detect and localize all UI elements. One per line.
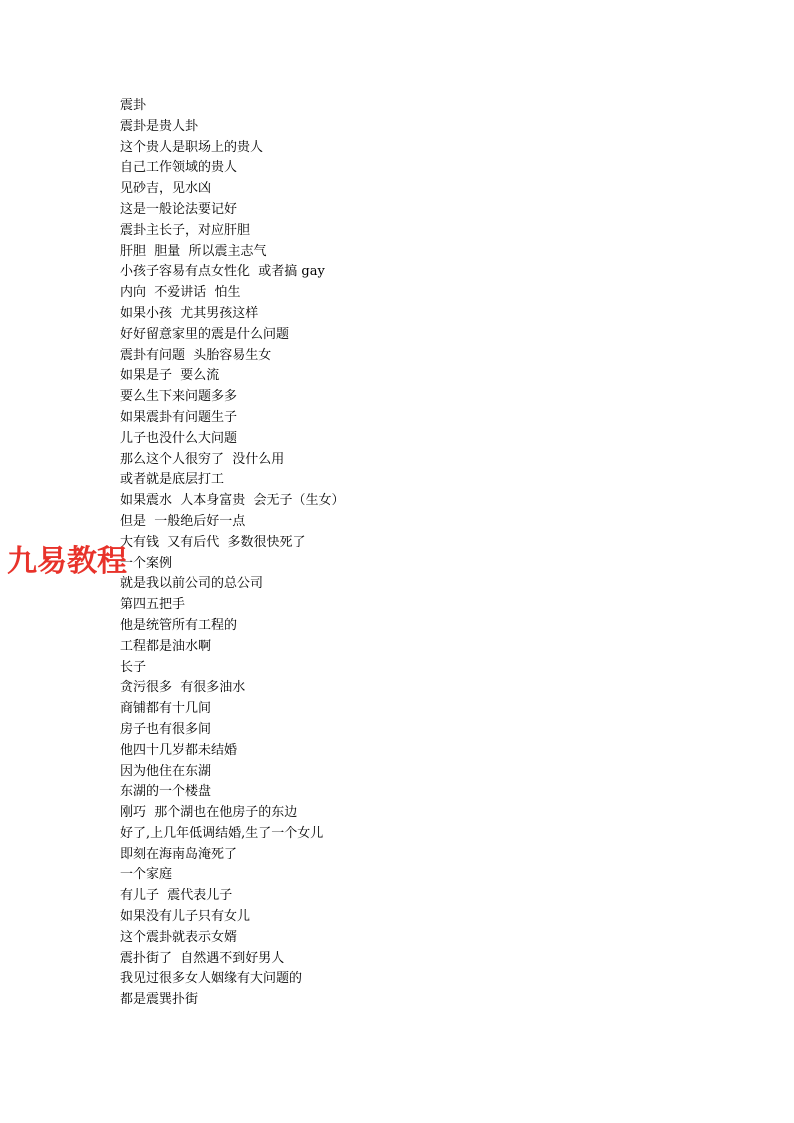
text-line: 儿子也没什么大问题 [120,430,238,446]
text-line: 但是 一般绝后好一点 [120,513,246,529]
text-line: 第四五把手 [120,597,186,613]
text-line: 即刻在海南岛淹死了 [120,846,238,862]
text-line: 就是我以前公司的总公司 [120,576,264,592]
text-line: 贪污很多 有很多油水 [120,680,246,696]
text-line: 他是统管所有工程的 [120,617,238,633]
text-line: 我见过很多女人姻缘有大问题的 [120,971,303,987]
text-line: 东湖的一个楼盘 [120,784,212,800]
text-line: 这个震卦就表示女婿 [120,929,238,945]
text-line: 刚巧 那个湖也在他房子的东边 [120,805,298,821]
text-line: 小孩子容易有点女性化 或者搞 gay [120,264,325,280]
text-line: 这是一般论法要记好 [120,201,238,217]
text-line: 或者就是底层打工 [120,472,225,488]
text-line: 有儿子 震代表儿子 [120,888,233,904]
text-line: 如果是子 要么流 [120,368,220,384]
text-line: 一个家庭 [120,867,173,883]
text-line: 他四十几岁都未结婚 [120,742,238,758]
text-line: 那么这个人很穷了 没什么用 [120,451,285,467]
text-line: 这个贵人是职场上的贵人 [120,139,264,155]
text-line: 震卦有问题 头胎容易生女 [120,347,272,363]
text-line: 长子 [120,659,147,675]
text-line: 内向 不爱讲话 怕生 [120,285,241,301]
text-line: 震扑街了 自然遇不到好男人 [120,950,285,966]
text-line: 如果震卦有问题生子 [120,409,238,425]
text-line: 见砂吉，见水凶 [120,181,212,197]
text-line: 肝胆 胆量 所以震主志气 [120,243,267,259]
text-line: 好好留意家里的震是什么问题 [120,326,290,342]
text-line: 要么生下来问题多多 [120,389,238,405]
text-line: 大有钱 又有后代 多数很快死了 [120,534,306,550]
watermark-logo: 九易教程 [7,544,127,579]
text-line: 如果没有儿子只有女儿 [120,909,251,925]
text-line: 如果震水 人本身富贵 会无子（生女） [120,493,345,509]
text-line: 好了,上几年低调结婚,生了一个女儿 [120,825,324,841]
text-line: 因为他住在东湖 [120,763,212,779]
text-line: 房子也有很多间 [120,721,212,737]
text-body [120,96,760,1011]
text-line: 工程都是油水啊 [120,638,212,654]
text-line: 震卦主长子，对应肝胆 [120,222,251,238]
text-line: 如果小孩 尤其男孩这样 [120,305,259,321]
text-line: 商铺都有十几间 [120,701,212,717]
text-line: 一个案例 [120,555,173,571]
text-line: 都是震巽扑街 [120,992,199,1008]
text-line: 震卦是贵人卦 [120,118,199,134]
text-line: 自己工作领域的贵人 [120,160,238,176]
text-line: 震卦 [120,98,147,113]
